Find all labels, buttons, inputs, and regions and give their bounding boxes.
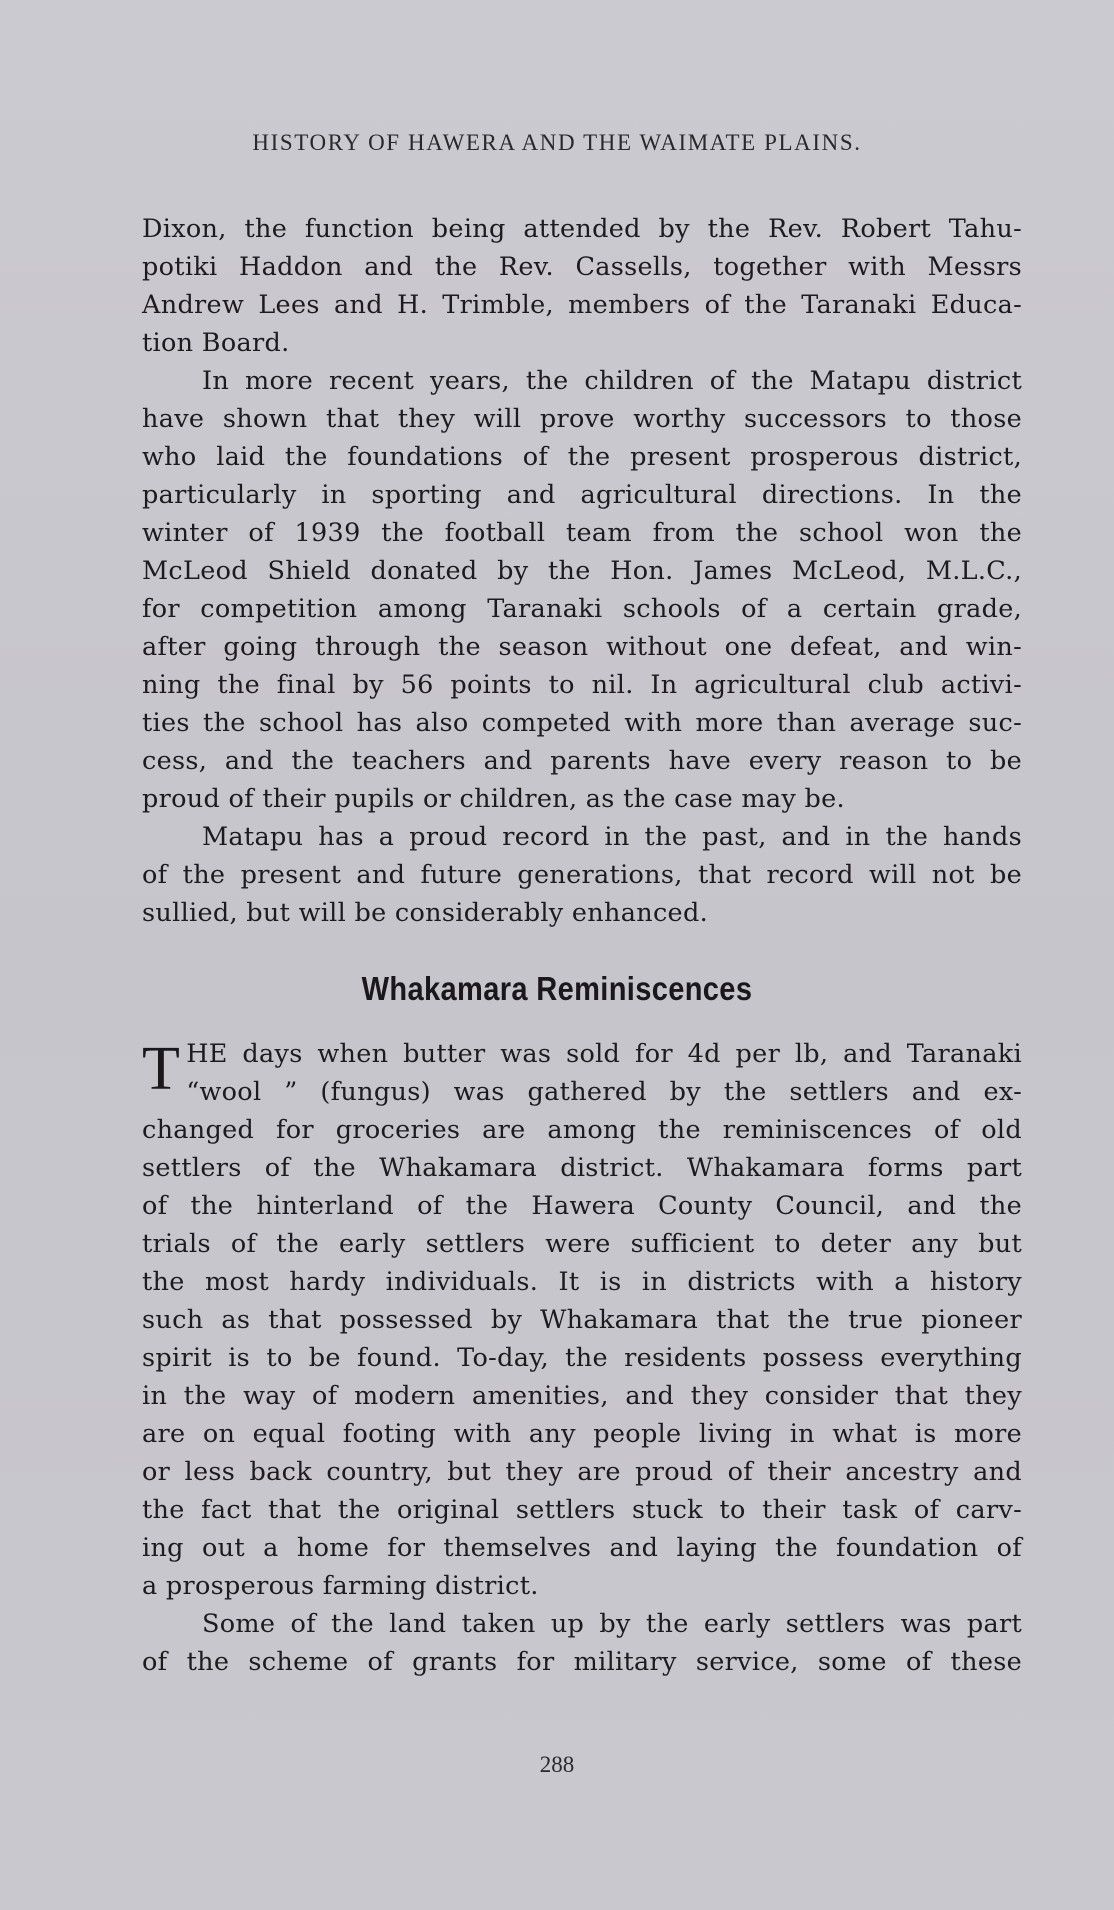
- paragraph: [142, 1605, 1022, 1681]
- paragraph: [142, 210, 1022, 362]
- text-line: changed for groceries are among the reminiscences of old: [142, 1115, 1022, 1145]
- bottom-text-block: [142, 1035, 1022, 1681]
- text-line: “wool ” (fungus) was gathered by the settlers and ex-: [186, 1077, 1022, 1107]
- text-line: the most hardy individuals. It is in districts with a history: [142, 1267, 1022, 1297]
- text-line: Matapu has a proud record in the past, and in the hands: [202, 822, 1022, 852]
- paragraph: [142, 362, 1022, 818]
- text-line: such as that possessed by Whakamara that the true pioneer: [142, 1305, 1022, 1335]
- paragraph: [142, 818, 1022, 932]
- text-line: tion Board.: [142, 328, 290, 358]
- text-line: In more recent years, the children of the Matapu district: [202, 366, 1022, 396]
- text-line: ning the final by 56 points to nil. In agricultural club activi-: [142, 670, 1022, 700]
- text-line: or less back country, but they are proud of their ancestry and: [142, 1457, 1022, 1487]
- drop-cap: T: [142, 1035, 181, 1103]
- text-line: for competition among Taranaki schools of a certain grade,: [142, 594, 1022, 624]
- text-line: trials of the early settlers were sufficient to deter any but: [142, 1229, 1022, 1259]
- text-line: HE days when butter was sold for 4d per lb, and Taranaki: [186, 1039, 1022, 1069]
- text-line: McLeod Shield donated by the Hon. James McLeod, M.L.C.,: [142, 556, 1022, 586]
- text-line: ing out a home for themselves and laying the foundation of: [142, 1533, 1022, 1563]
- text-line: of the hinterland of the Hawera County Council, and the: [142, 1191, 1022, 1221]
- text-line: of the scheme of grants for military service, some of these: [142, 1647, 1022, 1677]
- text-line: spirit is to be found. To-day, the residents possess everything: [142, 1343, 1022, 1373]
- text-line: winter of 1939 the football team from the school won the: [142, 518, 1022, 548]
- text-line: of the present and future generations, that record will not be: [142, 860, 1022, 890]
- text-line: a prosperous farming district.: [142, 1571, 539, 1601]
- text-line: are on equal footing with any people living in what is more: [142, 1419, 1022, 1449]
- text-line: proud of their pupils or children, as the case may be.: [142, 784, 845, 814]
- text-line: Dixon, the function being attended by the Rev. Robert Tahu-: [142, 214, 1022, 244]
- text-line: particularly in sporting and agricultural directions. In the: [142, 480, 1022, 510]
- text-line: who laid the foundations of the present prosperous district,: [142, 442, 1022, 472]
- text-line: after going through the season without one defeat, and win-: [142, 632, 1022, 662]
- text-line: cess, and the teachers and parents have every reason to be: [142, 746, 1022, 776]
- paragraph: [142, 1035, 1022, 1605]
- text-line: potiki Haddon and the Rev. Cassells, together with Messrs: [142, 252, 1022, 282]
- text-line: settlers of the Whakamara district. Whakamara forms part: [142, 1153, 1022, 1183]
- text-line: Andrew Lees and H. Trimble, members of the Taranaki Educa-: [142, 290, 1022, 320]
- top-text-block: [142, 210, 1022, 932]
- text-line: sullied, but will be considerably enhanced.: [142, 898, 708, 928]
- section-heading: Whakamara Reminiscences: [361, 970, 753, 1007]
- text-line: have shown that they will prove worthy successors to those: [142, 404, 1022, 434]
- text-line: in the way of modern amenities, and they consider that they: [142, 1381, 1022, 1411]
- text-line: ties the school has also competed with more than average suc-: [142, 708, 1022, 738]
- text-line: the fact that the original settlers stuck to their task of carv-: [142, 1495, 1022, 1525]
- text-line: Some of the land taken up by the early settlers was part: [202, 1609, 1022, 1639]
- running-head: HISTORY OF HAWERA AND THE WAIMATE PLAINS.: [252, 130, 862, 155]
- page-number: 288: [539, 1752, 575, 1777]
